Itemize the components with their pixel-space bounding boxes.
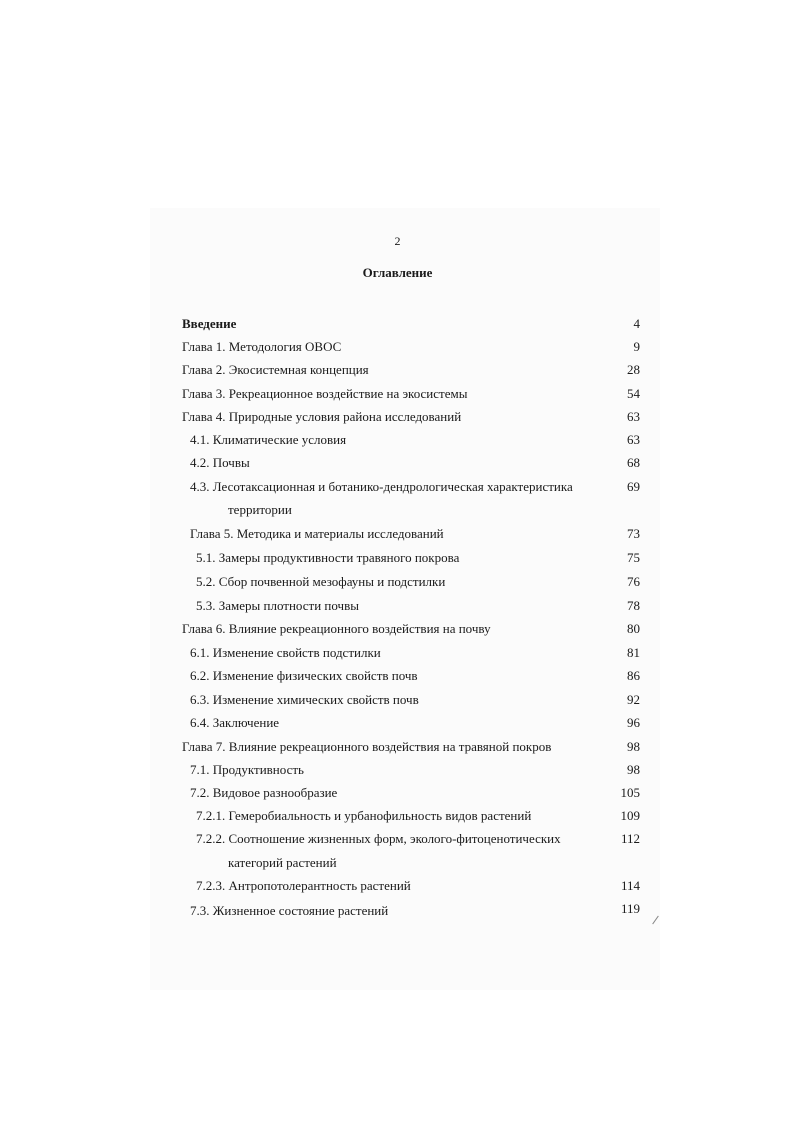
toc-page-ch1: 9 — [633, 339, 640, 354]
toc-entry-6-1: 6.1. Изменение свойств подстилки — [190, 645, 381, 660]
toc-page-7-2-1: 109 — [620, 808, 640, 823]
toc-page-7-2: 105 — [620, 785, 640, 800]
toc-entry-4-1: 4.1. Климатические условия — [190, 432, 347, 447]
toc-entry-ch2: Глава 2. Экосистемная концепция — [182, 362, 369, 377]
toc-entry-5-3: 5.3. Замеры плотности почвы — [196, 598, 359, 613]
toc-entry-4-3: 4.3. Лесотаксационная и ботанико-дендрологическая характеристика — [190, 479, 573, 494]
toc-page-ch6: 80 — [627, 621, 640, 636]
toc-page-ch5: 73 — [627, 526, 640, 541]
toc-page-ch2: 28 — [627, 362, 640, 377]
toc-entry-ch3: Глава 3. Рекреационное воздействие на экосистемы — [182, 386, 468, 401]
toc-page-ch7: 98 — [627, 739, 640, 754]
toc-entry-ch6: Глава 6. Влияние рекреационного воздействия на почву — [182, 621, 491, 636]
toc-entry-ch5: Глава 5. Методика и материалы исследований — [190, 526, 444, 541]
toc-entry-7-2-3: 7.2.3. Антропотолерантность растений — [196, 878, 411, 893]
toc-page-6-3: 92 — [627, 692, 640, 707]
toc-entry-7-2-1: 7.2.1. Гемеробиальность и урбанофильность видов растений — [196, 808, 532, 823]
toc-entry-7-2-2-cont: категорий растений — [228, 855, 337, 870]
toc-entry-7-2: 7.2. Видовое разнообразие — [190, 785, 338, 800]
toc-entry-7-3: 7.3. Жизненное состояние растений — [190, 903, 389, 918]
toc-entry-6-3: 6.3. Изменение химических свойств почв — [190, 692, 419, 707]
toc-entry-4-2: 4.2. Почвы — [190, 455, 250, 470]
toc-entry-7-1: 7.1. Продуктивность — [190, 762, 304, 777]
toc-page-5-2: 76 — [627, 574, 640, 589]
toc-entry-4-3-cont: территории — [228, 502, 292, 517]
toc-page-7-1: 98 — [627, 762, 640, 777]
toc-entry-ch4: Глава 4. Природные условия района исследований — [182, 409, 462, 424]
toc-page-4-3: 69 — [627, 479, 640, 494]
toc-entry-ch1: Глава 1. Методология ОВОС — [182, 339, 342, 354]
toc-entry-intro: Введение — [182, 316, 237, 331]
toc-entry-5-2: 5.2. Сбор почвенной мезофауны и подстилки — [196, 574, 446, 589]
toc-entry-6-2: 6.2. Изменение физических свойств почв — [190, 668, 418, 683]
toc-page-7-2-3: 114 — [620, 878, 640, 893]
toc-page-6-1: 81 — [627, 645, 640, 660]
toc-page-4-1: 63 — [627, 432, 640, 447]
toc-page-6-4: 96 — [627, 715, 640, 730]
toc-entry-6-4: 6.4. Заключение — [190, 715, 280, 730]
toc-page-4-2: 68 — [627, 455, 640, 470]
toc-page-5-3: 78 — [627, 598, 640, 613]
toc-page-ch4: 63 — [627, 409, 640, 424]
page-number: 2 — [394, 234, 401, 248]
toc-page-7-2-2: 112 — [620, 831, 640, 846]
toc-title: Оглавление — [362, 265, 433, 280]
toc-entry-5-1: 5.1. Замеры продуктивности травяного покрова — [196, 550, 460, 565]
toc-entry-7-2-2: 7.2.2. Соотношение жизненных форм, эколого-фитоценотических — [196, 831, 561, 846]
toc-page-7-3: 119 — [620, 901, 640, 916]
toc-page-intro: 4 — [633, 316, 640, 331]
toc-entry-ch7: Глава 7. Влияние рекреационного воздействия на травяной покров — [182, 739, 552, 754]
toc-page-5-1: 75 — [627, 550, 640, 565]
toc-page-6-2: 86 — [627, 668, 640, 683]
toc-page-ch3: 54 — [627, 386, 640, 401]
